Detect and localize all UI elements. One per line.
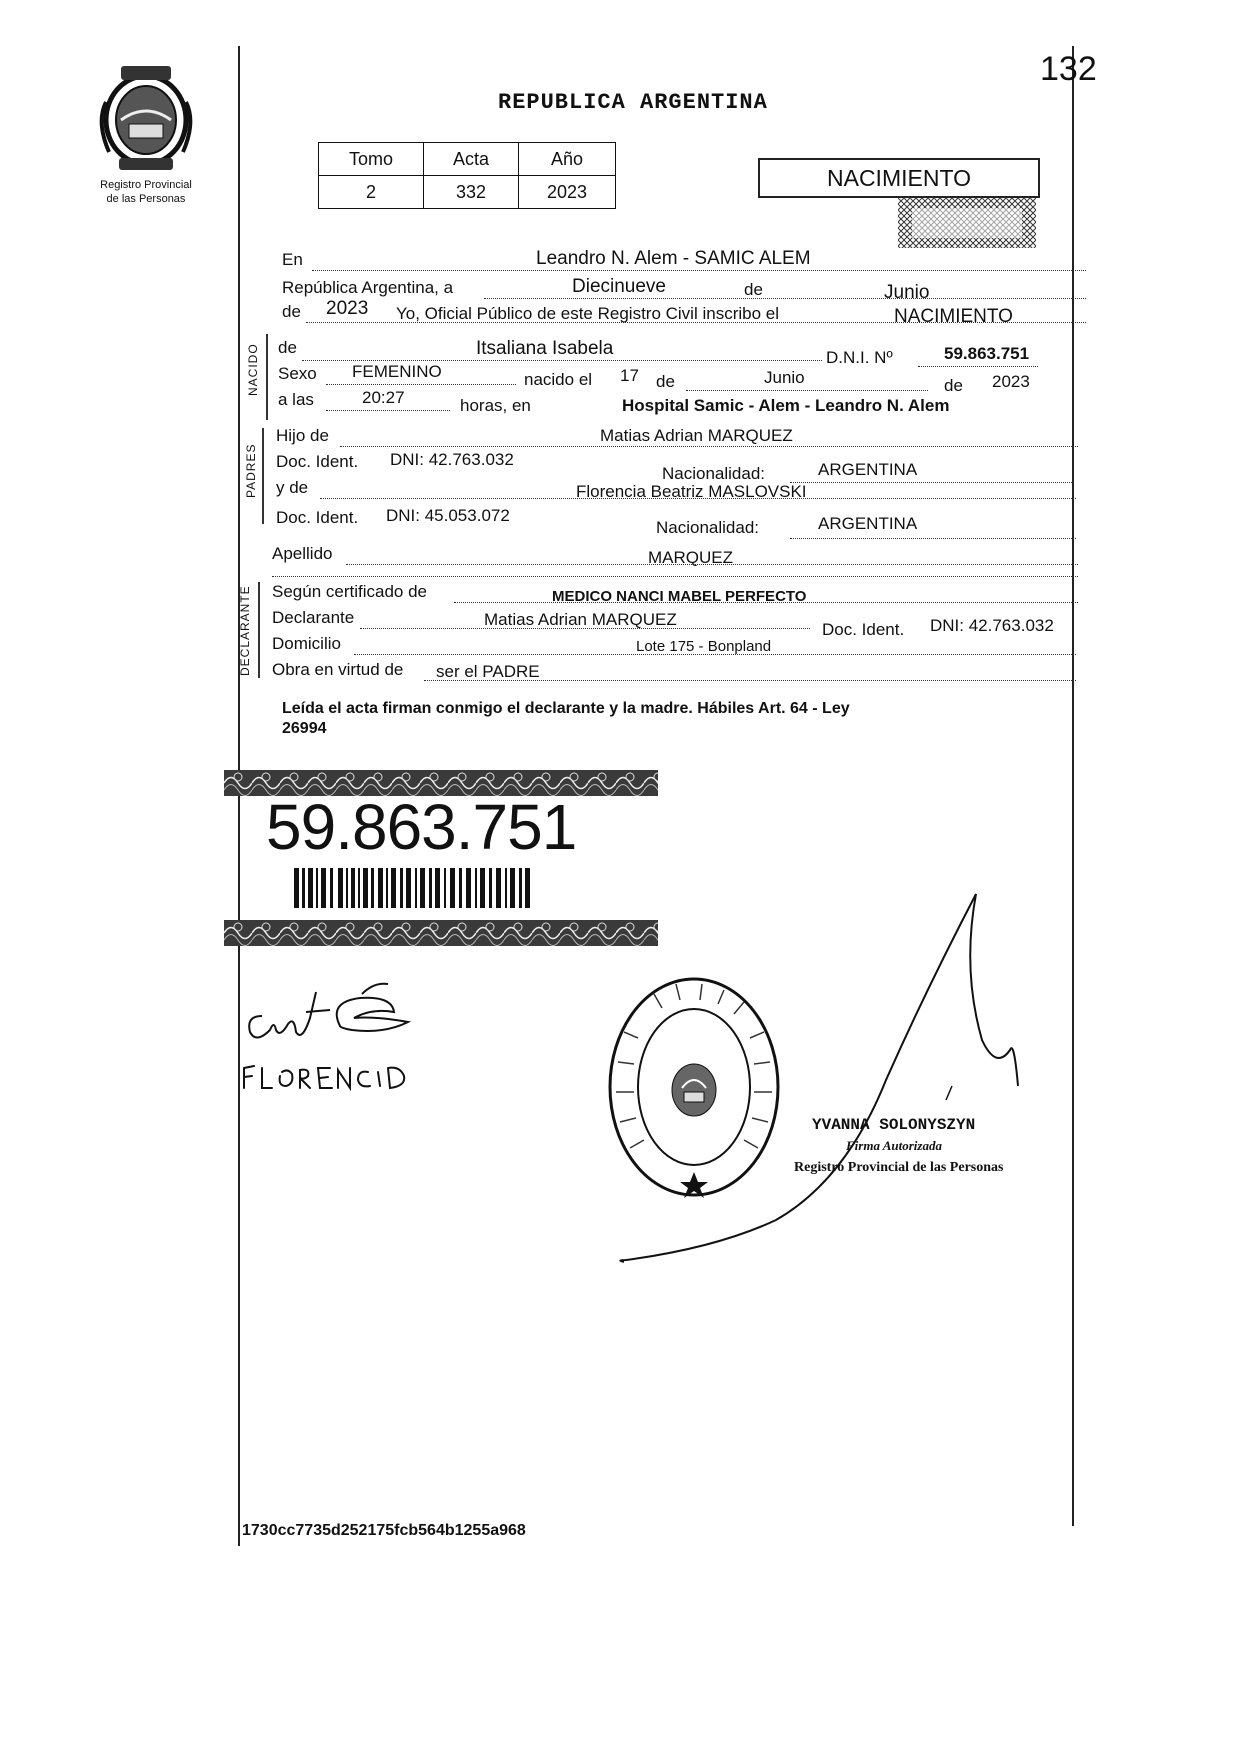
padres-side-label: PADRES [244, 443, 258, 498]
sexo-label: Sexo [278, 364, 317, 383]
segun-certificado-label: Según certificado de [272, 582, 427, 601]
child-dni-value: 59.863.751 [944, 344, 1030, 363]
nacionalidad-label: Nacionalidad: [656, 518, 760, 537]
security-pattern-band-bottom-icon [224, 920, 658, 946]
father-nationality-value: ARGENTINA [818, 460, 918, 479]
declarant-signature-icon [244, 972, 424, 1052]
domicilio-label: Domicilio [272, 634, 341, 653]
logo-caption-line2: de las Personas [106, 193, 186, 205]
dotted-line [918, 366, 1038, 367]
page-number: 132 [1040, 50, 1097, 88]
right-margin-line [1072, 46, 1074, 1526]
dotted-line [340, 446, 1078, 447]
doc-ident-label: Doc. Ident. [276, 452, 359, 471]
place-value: Leandro N. Alem - SAMIC ALEM [536, 248, 811, 269]
anio-header: Año [519, 143, 616, 176]
mother-nationality-value: ARGENTINA [818, 514, 918, 533]
mother-name-value: Florencia Beatriz MASLOVSKI [576, 482, 807, 501]
nacido-side-label: NACIDO [246, 343, 260, 396]
separator-line [272, 576, 1078, 577]
day-value: Diecinueve [572, 276, 666, 297]
father-doc-value: DNI: 42.763.032 [390, 450, 514, 469]
left-margin-line [238, 46, 240, 1546]
security-stamp-icon [898, 198, 1036, 248]
officer-text: Yo, Oficial Público de este Registro Civil inscribo el [396, 304, 779, 323]
dotted-line [302, 360, 822, 361]
dotted-line [790, 538, 1076, 539]
barcode-icon [294, 868, 532, 908]
document-type-box: NACIMIENTO [758, 158, 1040, 198]
document-title: REPUBLICA ARGENTINA [498, 90, 768, 115]
republica-label: República Argentina, a [282, 278, 454, 297]
doc-ident-label: Doc. Ident. [276, 508, 359, 527]
dni-label: D.N.I. Nº [826, 348, 893, 367]
dotted-line [326, 384, 516, 385]
obra-en-virtud-label: Obra en virtud de [272, 660, 404, 679]
official-signature-icon [616, 890, 1036, 1280]
official-org: Registro Provincial de las Personas [794, 1160, 1004, 1175]
event-value: NACIMIENTO [894, 306, 1013, 327]
tomo-header: Tomo [319, 143, 424, 176]
birth-day-value: 17 [620, 366, 639, 385]
sexo-value: FEMENINO [352, 362, 442, 381]
de-label: de [656, 372, 675, 391]
declarante-doc-value: DNI: 42.763.032 [930, 616, 1054, 635]
document-hash: 1730cc7735d252175fcb564b1255a968 [242, 1522, 526, 1539]
official-name: YVANNA SOLONYSZYN [812, 1116, 976, 1134]
logo-caption-line1: Registro Provincial [100, 179, 192, 191]
mother-doc-value: DNI: 45.053.072 [386, 506, 510, 525]
doc-ident-label: Doc. Ident. [822, 620, 905, 639]
official-role: Firma Autorizada [846, 1138, 942, 1153]
father-name-value: Matias Adrian MARQUEZ [600, 426, 793, 445]
birth-year-value: 2023 [992, 372, 1030, 391]
section-divider [258, 582, 260, 678]
dni-large-number: 59.863.751 [266, 791, 577, 863]
child-name-value: Itsaliana Isabela [476, 338, 614, 359]
declarante-label: Declarante [272, 608, 355, 627]
acta-value: 332 [424, 176, 519, 209]
nacionalidad-label: Nacionalidad: [662, 464, 766, 483]
misiones-coat-of-arms-icon [91, 62, 201, 172]
provincial-logo [86, 62, 206, 205]
section-divider [266, 334, 268, 420]
obra-value: ser el PADRE [436, 662, 540, 681]
horas-label: horas, en [460, 396, 531, 415]
birth-time-value: 20:27 [362, 388, 405, 407]
registry-table [318, 142, 616, 209]
domicilio-value: Lote 175 - Bonpland [636, 638, 772, 655]
acta-header: Acta [424, 143, 519, 176]
apellido-label: Apellido [272, 544, 333, 563]
certificate-value: MEDICO NANCI MABEL PERFECTO [552, 588, 807, 605]
dotted-line [790, 482, 1074, 483]
de-label: de [282, 302, 301, 321]
en-label: En [282, 250, 303, 269]
de-label: de [278, 338, 297, 357]
declarante-value: Matias Adrian MARQUEZ [484, 610, 677, 629]
dotted-line [686, 390, 928, 391]
nacido-el-label: nacido el [524, 370, 593, 389]
birth-place-value: Hospital Samic - Alem - Leandro N. Alem [622, 396, 950, 415]
closing-text-line1: Leída el acta firman conmigo el declarante y la madre. Hábiles Art. 64 - Ley [282, 700, 850, 717]
declarante-side-label: DECLARANTE [238, 585, 252, 676]
dotted-line [484, 298, 1086, 299]
birth-month-value: Junio [764, 368, 805, 387]
dotted-line [326, 410, 450, 411]
hijo-de-label: Hijo de [276, 426, 329, 445]
apellido-value: MARQUEZ [648, 548, 733, 567]
month-value: Junio [884, 282, 930, 303]
dotted-line [312, 270, 1086, 271]
year-value: 2023 [326, 298, 369, 319]
tomo-value: 2 [319, 176, 424, 209]
section-divider [262, 428, 264, 524]
anio-value: 2023 [519, 176, 616, 209]
a-las-label: a las [278, 390, 314, 409]
closing-text-line2: 26994 [282, 720, 327, 737]
de-label: de [744, 280, 763, 299]
y-de-label: y de [276, 478, 309, 497]
handwritten-name-florencio [240, 1062, 410, 1092]
de-label: de [944, 376, 963, 395]
